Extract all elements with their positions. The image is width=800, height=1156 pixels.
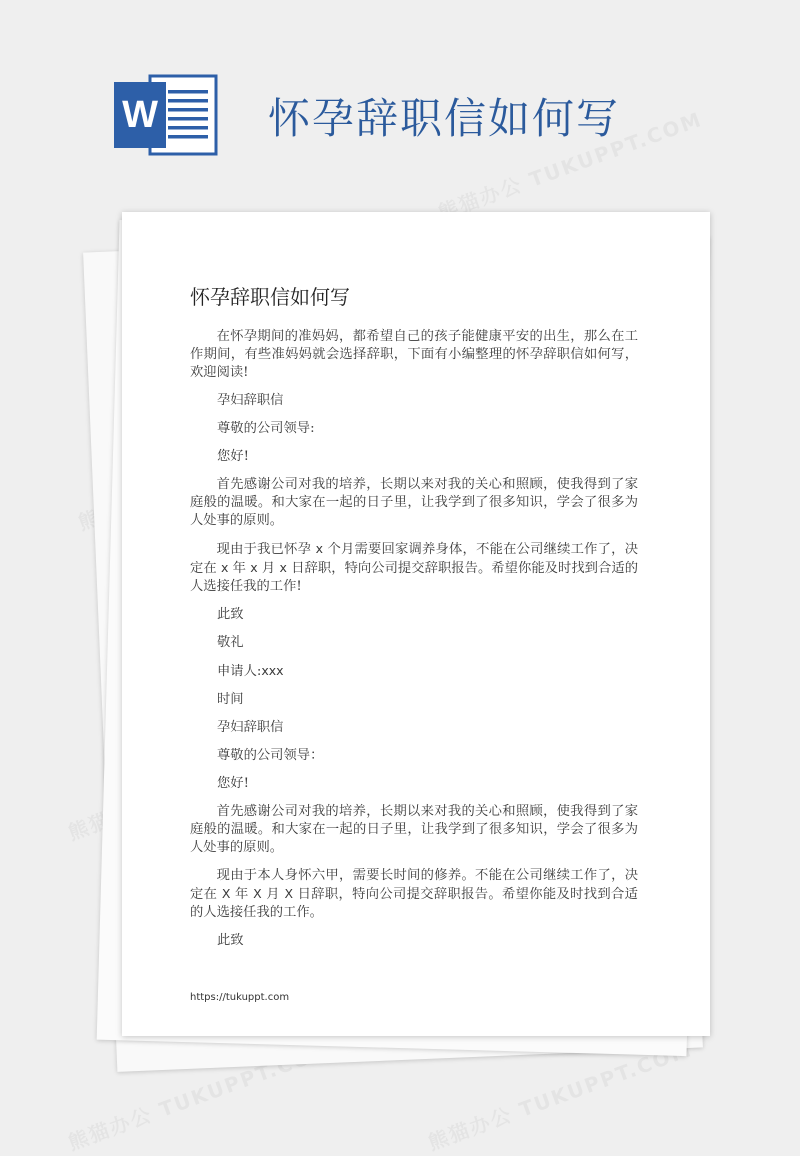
letter2-paragraph-2: 现由于本人身怀六甲，需要长时间的修养。不能在公司继续工作了，决定在 X 年 X 月 X 日辞职，特向公司提交辞职报告。希望你能及时找到合适的人选接任我的工作。 [190,868,638,920]
intro-paragraph: 在怀孕期间的准妈妈，都希望自己的孩子能健康平安的出生，那么在工作期间，有些准妈妈就会选择辞职，下面有小编整理的怀孕辞职信如何写，欢迎阅读! [190,329,638,380]
document-body [190,328,638,960]
logo-letter: W [122,94,158,136]
letter1-applicant: 申请人:xxx [217,663,284,679]
document-title: 怀孕辞职信如何写 [190,285,350,309]
letter1-paragraph-1: 首先感谢公司对我的培养，长期以来对我的关心和照顾，使我得到了家庭般的温暖。和大家在一起的日子里，让我学到了很多知识，学会了很多为人处事的原则。 [190,477,638,528]
letter2-paragraph-1: 首先感谢公司对我的培养，长期以来对我的关心和照顾，使我得到了家庭般的温暖。和大家在一起的日子里，让我学到了很多知识，学会了很多为人处事的原则。 [190,804,638,855]
letter1-closing-2: 敬礼 [217,635,244,650]
letter1-time: 时间 [217,692,244,707]
letter2-closing-1: 此致 [217,933,244,948]
word-logo-icon [112,72,222,158]
header-title: 怀孕辞职信如何写 [268,94,621,143]
footer-url: https://tukuppt.com [190,992,290,1003]
letter1-greeting: 您好! [217,449,249,464]
letter2-greeting: 您好! [217,776,249,791]
letter1-heading: 孕妇辞职信 [217,393,284,408]
letter2-salutation: 尊敬的公司领导： [217,748,324,763]
letter1-salutation: 尊敬的公司领导: [217,421,315,436]
letter1-closing-1: 此致 [217,607,244,622]
letter2-heading: 孕妇辞职信 [217,720,284,735]
letter1-paragraph-2: 现由于我已怀孕 x 个月需要回家调养身体，不能在公司继续工作了，决定在 x 年 x 月 x 日辞职，特向公司提交辞职报告。希望你能及时找到合适的人选接任我的工作! [190,541,638,594]
